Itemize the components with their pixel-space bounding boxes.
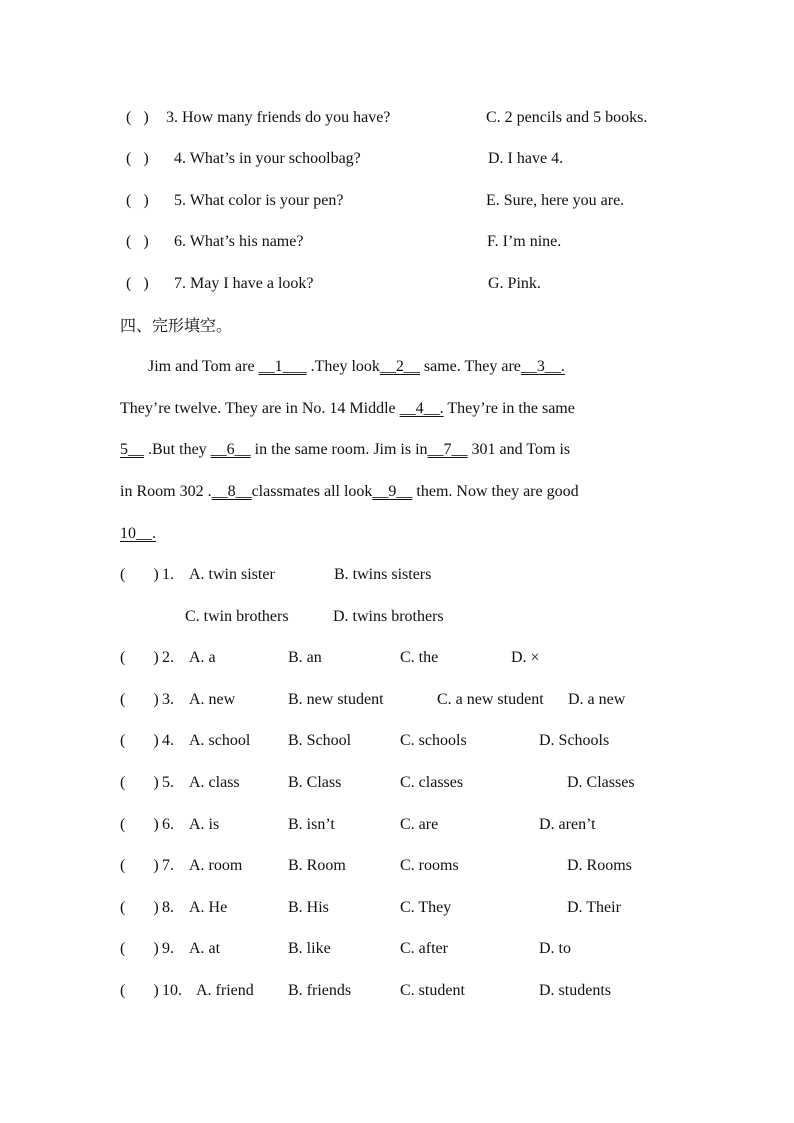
matching-answer: E. Sure, here you are. [486, 192, 625, 209]
answer-paren[interactable]: ( ) [120, 982, 159, 999]
option-b: B. His [288, 899, 329, 916]
blank-7[interactable]: __7__ [427, 441, 468, 458]
option-d: D. aren’t [539, 816, 596, 833]
option-c: C. They [400, 899, 452, 916]
option-b: B. Class [288, 774, 342, 791]
passage-text: They’re in the same [443, 400, 575, 417]
option-a: A. room [189, 857, 243, 874]
passage-line-2 [120, 399, 575, 419]
blank-5[interactable]: 5__ [120, 441, 144, 458]
answer-paren[interactable]: ( ) [120, 566, 159, 583]
option-a: A. friend [196, 982, 254, 999]
question-number: 7. [162, 857, 174, 874]
matching-answer: F. I’m nine. [487, 233, 562, 250]
matching-paren[interactable]: ( ) [126, 150, 149, 167]
answer-paren[interactable]: ( ) [120, 691, 159, 708]
matching-paren[interactable]: ( ) [126, 233, 149, 250]
option-a: A. twin sister [189, 566, 275, 583]
matching-question: 5. What color is your pen? [174, 192, 344, 209]
passage-text: same. They are [419, 358, 521, 375]
option-b: B. friends [288, 982, 352, 999]
question-number: 8. [162, 899, 174, 916]
passage-text: in Room 302 . [120, 483, 212, 500]
answer-paren[interactable]: ( ) [120, 732, 159, 749]
answer-paren[interactable]: ( ) [120, 940, 159, 957]
passage-text: .They look [306, 358, 380, 375]
option-b: B. like [288, 940, 331, 957]
passage-line-1 [148, 357, 565, 377]
matching-question: 4. What’s in your schoolbag? [174, 150, 361, 167]
answer-paren[interactable]: ( ) [120, 899, 159, 916]
matching-answer: G. Pink. [488, 275, 541, 292]
passage-text: .But they [144, 441, 211, 458]
option-d: D. × [511, 649, 540, 666]
option-b: B. Room [288, 857, 346, 874]
question-number: 2. [162, 649, 174, 666]
blank-8[interactable]: __8__ [211, 483, 252, 500]
option-a: A. new [189, 691, 236, 708]
blank-10[interactable]: 10__. [120, 525, 156, 542]
matching-answer: C. 2 pencils and 5 books. [486, 109, 648, 126]
passage-text: in the same room. Jim is in [250, 441, 428, 458]
option-d: D. Schools [539, 732, 610, 749]
option-a: A. school [189, 732, 251, 749]
option-b: B. an [288, 649, 322, 666]
option-d: D. twins brothers [333, 608, 444, 625]
blank-4[interactable]: __4__. [399, 400, 444, 417]
blank-9[interactable]: __9__ [372, 483, 413, 500]
matching-question: 3. How many friends do you have? [166, 109, 391, 126]
option-c: C. a new student [437, 691, 544, 708]
matching-question: 6. What’s his name? [174, 233, 304, 250]
option-d: D. Rooms [567, 857, 632, 874]
question-number: 10. [162, 982, 182, 999]
passage-text: Jim and Tom are [148, 358, 259, 375]
option-a: A. is [189, 816, 220, 833]
option-d: D. students [539, 982, 611, 999]
blank-1[interactable]: __1___ [258, 358, 307, 375]
option-c: C. are [400, 816, 439, 833]
matching-paren[interactable]: ( ) [126, 109, 149, 126]
option-b: B. new student [288, 691, 384, 708]
option-c: C. student [400, 982, 465, 999]
option-b: B. School [288, 732, 352, 749]
option-a: A. at [189, 940, 221, 957]
blank-6[interactable]: __6__ [210, 441, 251, 458]
option-c: C. schools [400, 732, 467, 749]
option-a: A. He [189, 899, 228, 916]
question-number: 3. [162, 691, 174, 708]
passage-line-4 [120, 482, 579, 502]
option-a: A. class [189, 774, 240, 791]
answer-paren[interactable]: ( ) [120, 774, 159, 791]
section-title: 四、完形填空。 [120, 316, 233, 335]
answer-paren[interactable]: ( ) [120, 816, 159, 833]
option-d: D. Their [567, 899, 621, 916]
question-number: 9. [162, 940, 174, 957]
passage-line-3 [120, 440, 570, 460]
passage-text: them. Now they are good [412, 483, 579, 500]
option-c: C. after [400, 940, 448, 957]
blank-3[interactable]: __3__. [520, 358, 565, 375]
option-b: B. twins sisters [334, 566, 432, 583]
matching-question: 7. May I have a look? [174, 275, 314, 292]
passage-line-5 [120, 524, 156, 544]
blank-2[interactable]: __2__ [379, 358, 420, 375]
passage-text: They’re twelve. They are in No. 14 Middle [120, 400, 400, 417]
option-d: D. to [539, 940, 571, 957]
matching-paren[interactable]: ( ) [126, 275, 149, 292]
question-number: 5. [162, 774, 174, 791]
option-a: A. a [189, 649, 216, 666]
answer-paren[interactable]: ( ) [120, 857, 159, 874]
passage-text: classmates all look [251, 483, 373, 500]
passage-text: 301 and Tom is [467, 441, 571, 458]
answer-paren[interactable]: ( ) [120, 649, 159, 666]
question-number: 6. [162, 816, 174, 833]
option-c: C. rooms [400, 857, 459, 874]
matching-paren[interactable]: ( ) [126, 192, 149, 209]
option-c: C. the [400, 649, 439, 666]
option-d: D. a new [568, 691, 626, 708]
matching-answer: D. I have 4. [488, 150, 564, 167]
option-b: B. isn’t [288, 816, 335, 833]
option-c: C. classes [400, 774, 464, 791]
question-number: 1. [162, 566, 174, 583]
option-c: C. twin brothers [185, 608, 289, 625]
question-number: 4. [162, 732, 174, 749]
option-d: D. Classes [567, 774, 635, 791]
